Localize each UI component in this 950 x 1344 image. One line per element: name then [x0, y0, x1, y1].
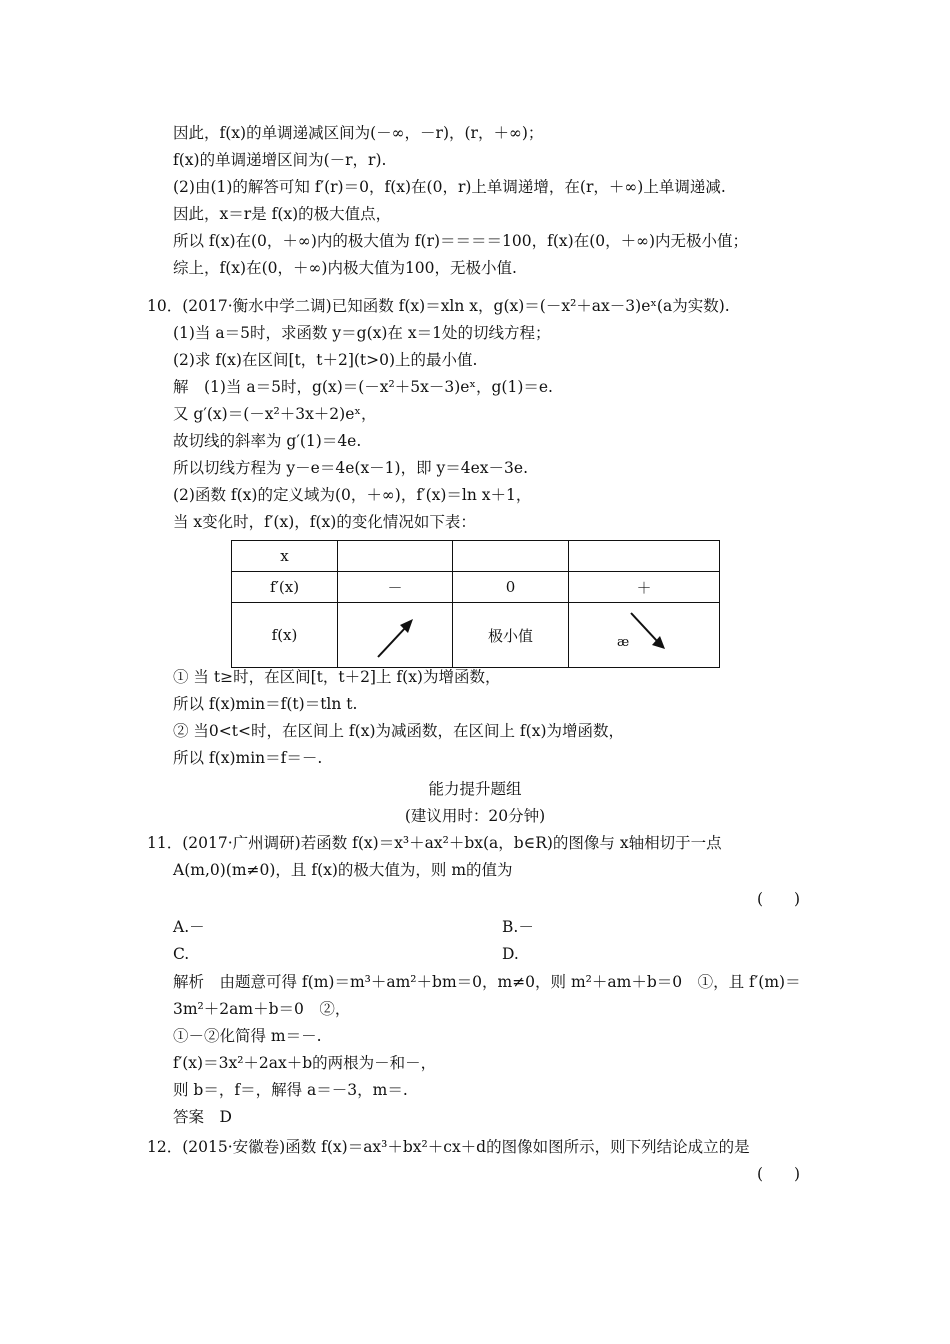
text-line: (1)当 a＝5时，求函数 y＝g(x)在 x＝1处的切线方程； — [173, 324, 551, 342]
solution-line: 解 (1)当 a＝5时，g(x)＝(－x²＋5x－3)eˣ，g(1)＝e. — [173, 378, 553, 396]
answer-bracket: ( ) — [757, 1165, 801, 1183]
table-cell: 0 — [453, 572, 569, 603]
table-row — [232, 603, 720, 668]
table-cell: f(x) — [232, 603, 338, 668]
table-row — [232, 572, 720, 603]
text-line: f(x)的单调递增区间为(－r，r). — [173, 151, 387, 169]
problem-10-statement: 10．(2017·衡水中学二调)已知函数 f(x)＝xln x，g(x)＝(－x²＋ax－3)eˣ(a为实数). — [147, 297, 730, 315]
section-subtitle: (建议用时：20分钟) — [404, 807, 546, 825]
text-line: ①－②化简得 m＝－. — [173, 1027, 322, 1045]
problem-11-statement: 11．(2017·广州调研)若函数 f(x)＝x³＋ax²＋bx(a，b∈R)的图像与 x轴相切于一点 — [147, 834, 722, 852]
text-line: 则 b＝，f＝，解得 a＝－3，m＝. — [173, 1081, 408, 1099]
answer-bracket: ( ) — [757, 890, 801, 908]
table-cell — [569, 603, 720, 668]
text-line: 所以 f(x)在(0，＋∞)内的极大值为 f(r)＝＝＝＝100，f(x)在(0，＋∞)内无极小值； — [173, 232, 749, 250]
text-line: (2)由(1)的解答可知 f′(r)＝0，f(x)在(0，r)上单调递增，在(r，＋∞)上单调递减. — [173, 178, 726, 196]
variation-table — [231, 540, 720, 668]
table-cell — [453, 541, 569, 572]
text-line: 又 g′(x)＝(－x²＋3x＋2)eˣ， — [173, 405, 377, 423]
increasing-arrow-icon — [338, 603, 453, 667]
text-line: 所以 f(x)min＝f(t)＝tln t. — [173, 695, 358, 713]
analysis-line: 解析 由题意可得 f(m)＝m³＋am²＋bm＝0，m≠0，则 m²＋am＋b＝0 ①，且 f′(m)＝ — [173, 973, 801, 991]
arrow-mark: æ — [617, 635, 630, 650]
table-cell — [338, 603, 453, 668]
section-title: 能力提升题组 — [428, 780, 522, 798]
option-b: B.－ — [502, 918, 534, 936]
table-cell — [569, 541, 720, 572]
text-line: (2)求 f(x)在区间[t，t＋2](t>0)上的最小值. — [173, 351, 478, 369]
text-line: ① 当 t≥时，在区间[t，t＋2]上 f(x)为增函数， — [173, 668, 501, 686]
text-line: 所以 f(x)min＝f＝－. — [173, 749, 323, 767]
text-line: (2)函数 f(x)的定义域为(0，＋∞)，f′(x)＝ln x＋1， — [173, 486, 532, 504]
text-line: 所以切线方程为 y－e＝4e(x－1)，即 y＝4ex－3e. — [173, 459, 529, 477]
table-cell: 极小值 — [453, 603, 569, 668]
option-c: C. — [173, 945, 190, 963]
text-line: 因此，x＝r是 f(x)的极大值点， — [173, 205, 392, 223]
text-line: 综上，f(x)在(0，＋∞)内极大值为100，无极小值. — [173, 259, 517, 277]
problem-12-statement: 12．(2015·安徽卷)函数 f(x)＝ax³＋bx²＋cx＋d的图像如图所示，则下列结论成立的是 — [147, 1138, 750, 1156]
text-line: 当 x变化时，f′(x)，f(x)的变化情况如下表： — [173, 513, 476, 531]
table-row — [232, 541, 720, 572]
table-cell: － — [338, 572, 453, 603]
table-cell — [338, 541, 453, 572]
text-line: 故切线的斜率为 g′(1)＝4e. — [173, 432, 362, 450]
text-line: 3m²＋2am＋b＝0 ②， — [173, 1000, 351, 1018]
answer-line: 答案 D — [173, 1108, 232, 1126]
text-line: f′(x)＝3x²＋2ax＋b的两根为－和－， — [173, 1054, 437, 1072]
text-line: ② 当0<t<时，在区间上 f(x)为减函数，在区间上 f(x)为增函数， — [173, 722, 624, 740]
text-line: 因此，f(x)的单调递减区间为(－∞，－r)，(r，＋∞)； — [173, 124, 544, 142]
option-d: D. — [502, 945, 519, 963]
table-cell: f′(x) — [232, 572, 338, 603]
table-cell: ＋ — [569, 572, 720, 603]
table-cell: x — [232, 541, 338, 572]
decreasing-arrow-icon — [569, 603, 720, 667]
option-a: A.－ — [173, 918, 205, 936]
text-line: A(m,0)(m≠0)，且 f(x)的极大值为，则 m的值为 — [173, 861, 513, 879]
